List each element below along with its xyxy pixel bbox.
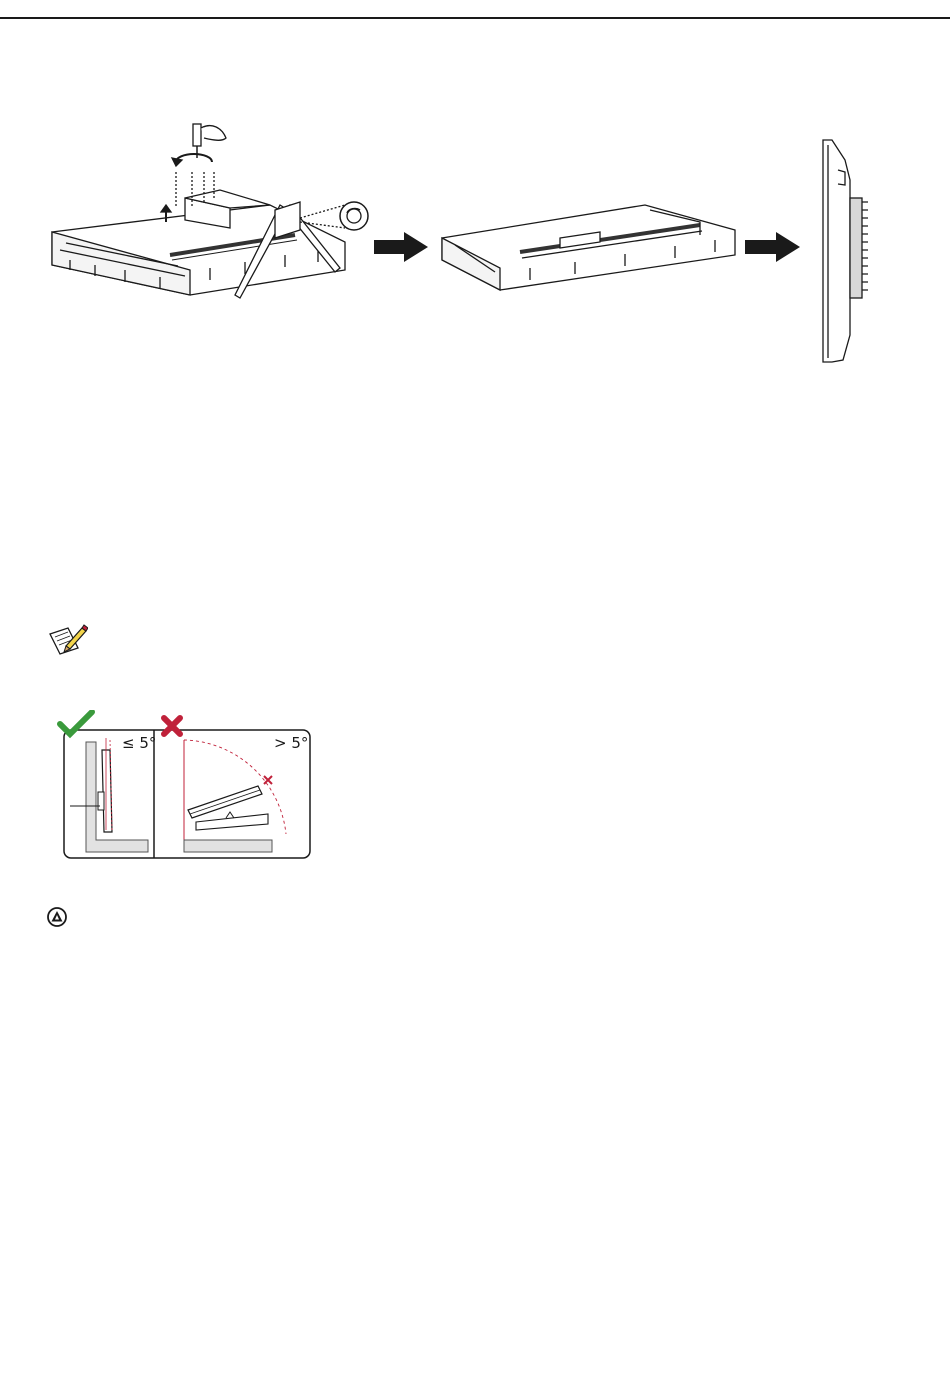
wall-mount-steps-illustration (0, 110, 950, 380)
tilt-angle-figure (50, 710, 320, 865)
step-remove-stand-illustration (52, 124, 368, 298)
step-monitor-back-illustration (442, 205, 735, 290)
header-rule (0, 17, 950, 19)
not-allowed-angle-label: > 5° (274, 734, 309, 752)
warning-icon (47, 907, 67, 927)
note-pencil-icon (46, 622, 88, 658)
step-wall-mounted-illustration (823, 140, 868, 362)
right-arrow-icon (745, 232, 800, 262)
screwdriver-icon (193, 124, 226, 158)
allowed-angle-label: ≤ 5° (122, 734, 157, 752)
right-arrow-icon (374, 232, 428, 262)
